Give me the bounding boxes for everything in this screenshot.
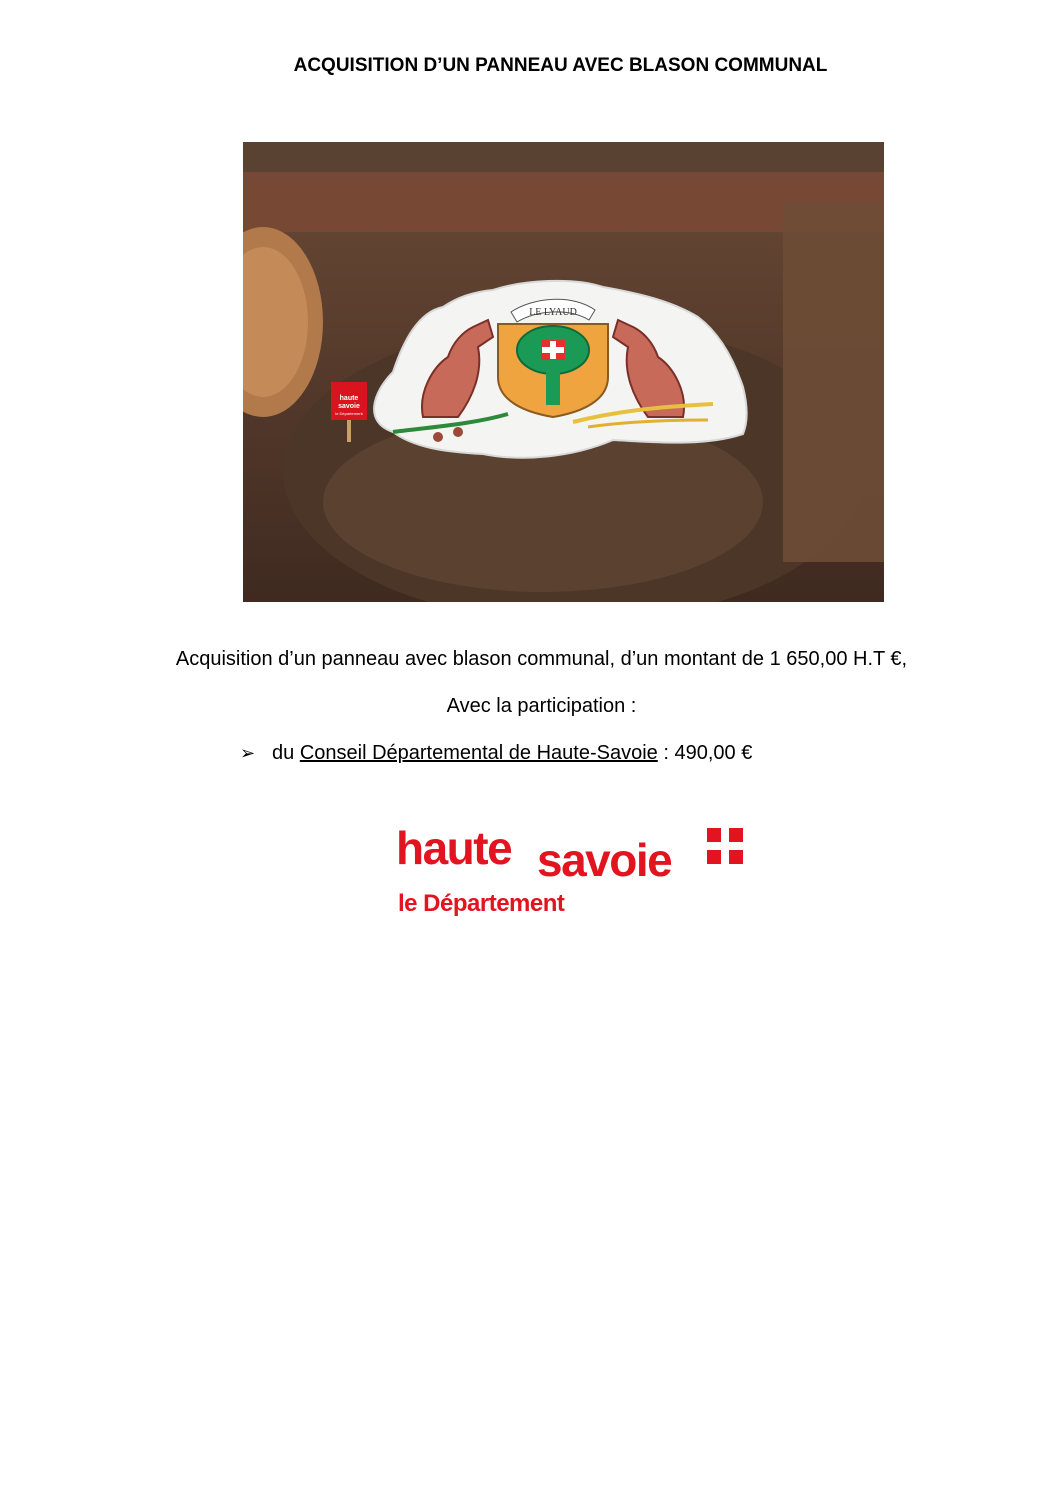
bullet-amount: : 490,00 € (657, 742, 753, 764)
logo-subtitle: le Département (398, 890, 565, 917)
small-sign-text-1: haute (339, 395, 359, 402)
photo-illustration (243, 142, 884, 602)
page-title: ACQUISITION D’UN PANNEAU AVEC BLASON COMMUNAL (293, 55, 828, 76)
arrowhead-bullet-icon: ➢ (240, 743, 256, 763)
haute-savoie-logo (396, 822, 746, 920)
council-link[interactable]: Conseil Départemental de Haute-Savoie (299, 742, 658, 764)
bullet-prefix: du (272, 742, 295, 764)
small-sign-text-3: le Département (335, 411, 363, 416)
sign-banner-text: LE LYAUD (529, 307, 577, 318)
blason-sign-photo (243, 142, 884, 602)
logo-word-haute: haute (396, 822, 512, 874)
small-sign-text-2: savoie (338, 403, 360, 410)
amount-line: Acquisition d’un panneau avec blason communal, d’un montant de 1 650,00 H.T €, (175, 648, 908, 670)
logo-word-savoie: savoie (537, 834, 672, 886)
participation-line: Avec la participation : (446, 695, 637, 717)
participation-bullet (240, 742, 752, 765)
savoy-cross-icon (707, 828, 743, 864)
